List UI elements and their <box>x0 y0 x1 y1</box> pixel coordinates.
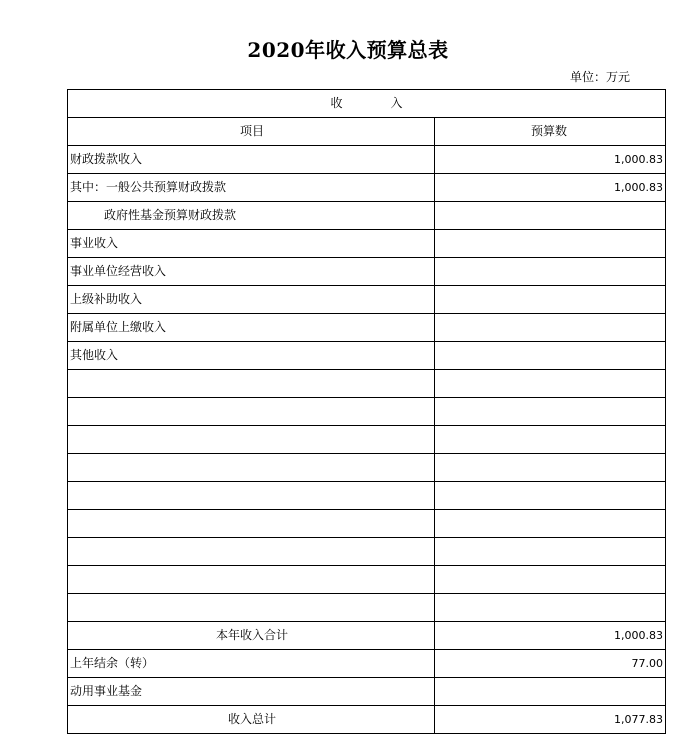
empty-row <box>68 482 666 510</box>
empty-row <box>68 538 666 566</box>
row-value <box>435 258 666 286</box>
row-value: 1,000.83 <box>435 146 666 174</box>
empty-cell <box>435 510 666 538</box>
empty-row <box>68 510 666 538</box>
empty-row <box>68 566 666 594</box>
section-header-row <box>68 90 666 118</box>
unit-label: 单位：万元 <box>569 70 630 84</box>
empty-cell <box>68 426 435 454</box>
row-value <box>435 314 666 342</box>
grand-total-label: 收入总计 <box>68 706 435 734</box>
empty-row <box>68 594 666 622</box>
table-row <box>68 174 666 202</box>
total-label: 本年收入合计 <box>68 622 435 650</box>
column-header-amount: 预算数 <box>435 118 666 146</box>
total-row <box>68 650 666 678</box>
empty-cell <box>68 510 435 538</box>
grand-total-row <box>68 706 666 734</box>
table-row <box>68 202 666 230</box>
section-header-char-2: 入 <box>390 96 403 110</box>
table-row <box>68 146 666 174</box>
empty-cell <box>435 538 666 566</box>
empty-cell <box>68 370 435 398</box>
row-value <box>435 202 666 230</box>
row-value <box>435 342 666 370</box>
empty-row <box>68 398 666 426</box>
empty-cell <box>68 398 435 426</box>
column-header-item: 项目 <box>68 118 435 146</box>
row-value: 1,000.83 <box>435 174 666 202</box>
empty-cell <box>435 398 666 426</box>
budget-table <box>67 89 666 734</box>
grand-total-value: 1,077.83 <box>435 706 666 734</box>
empty-cell <box>435 482 666 510</box>
table-row <box>68 258 666 286</box>
empty-cell <box>435 566 666 594</box>
section-header <box>68 90 666 118</box>
empty-cell <box>435 426 666 454</box>
empty-cell <box>435 370 666 398</box>
total-label: 上年结余（转） <box>68 650 435 678</box>
column-header-row <box>68 118 666 146</box>
total-label: 动用事业基金 <box>68 678 435 706</box>
empty-cell <box>68 594 435 622</box>
table-row <box>68 314 666 342</box>
row-label: 其他收入 <box>68 342 435 370</box>
total-row <box>68 622 666 650</box>
row-label: 附属单位上缴收入 <box>68 314 435 342</box>
empty-cell <box>68 482 435 510</box>
total-value <box>435 678 666 706</box>
total-value: 77.00 <box>435 650 666 678</box>
empty-row <box>68 454 666 482</box>
page-title: 2020年收入预算总表 <box>247 38 449 62</box>
empty-cell <box>68 454 435 482</box>
total-row <box>68 678 666 706</box>
row-label: 事业收入 <box>68 230 435 258</box>
section-header-char-1: 收 <box>330 96 343 110</box>
table-row <box>68 230 666 258</box>
row-value <box>435 230 666 258</box>
empty-cell <box>435 594 666 622</box>
empty-row <box>68 426 666 454</box>
table-row <box>68 342 666 370</box>
row-label: 上级补助收入 <box>68 286 435 314</box>
row-label: 事业单位经营收入 <box>68 258 435 286</box>
total-value: 1,000.83 <box>435 622 666 650</box>
empty-cell <box>68 566 435 594</box>
empty-cell <box>435 454 666 482</box>
empty-cell <box>68 538 435 566</box>
table-row <box>68 286 666 314</box>
row-label: 政府性基金预算财政拨款 <box>68 202 435 230</box>
row-value <box>435 286 666 314</box>
row-label: 其中：一般公共预算财政拨款 <box>68 174 435 202</box>
row-label: 财政拨款收入 <box>68 146 435 174</box>
empty-row <box>68 370 666 398</box>
